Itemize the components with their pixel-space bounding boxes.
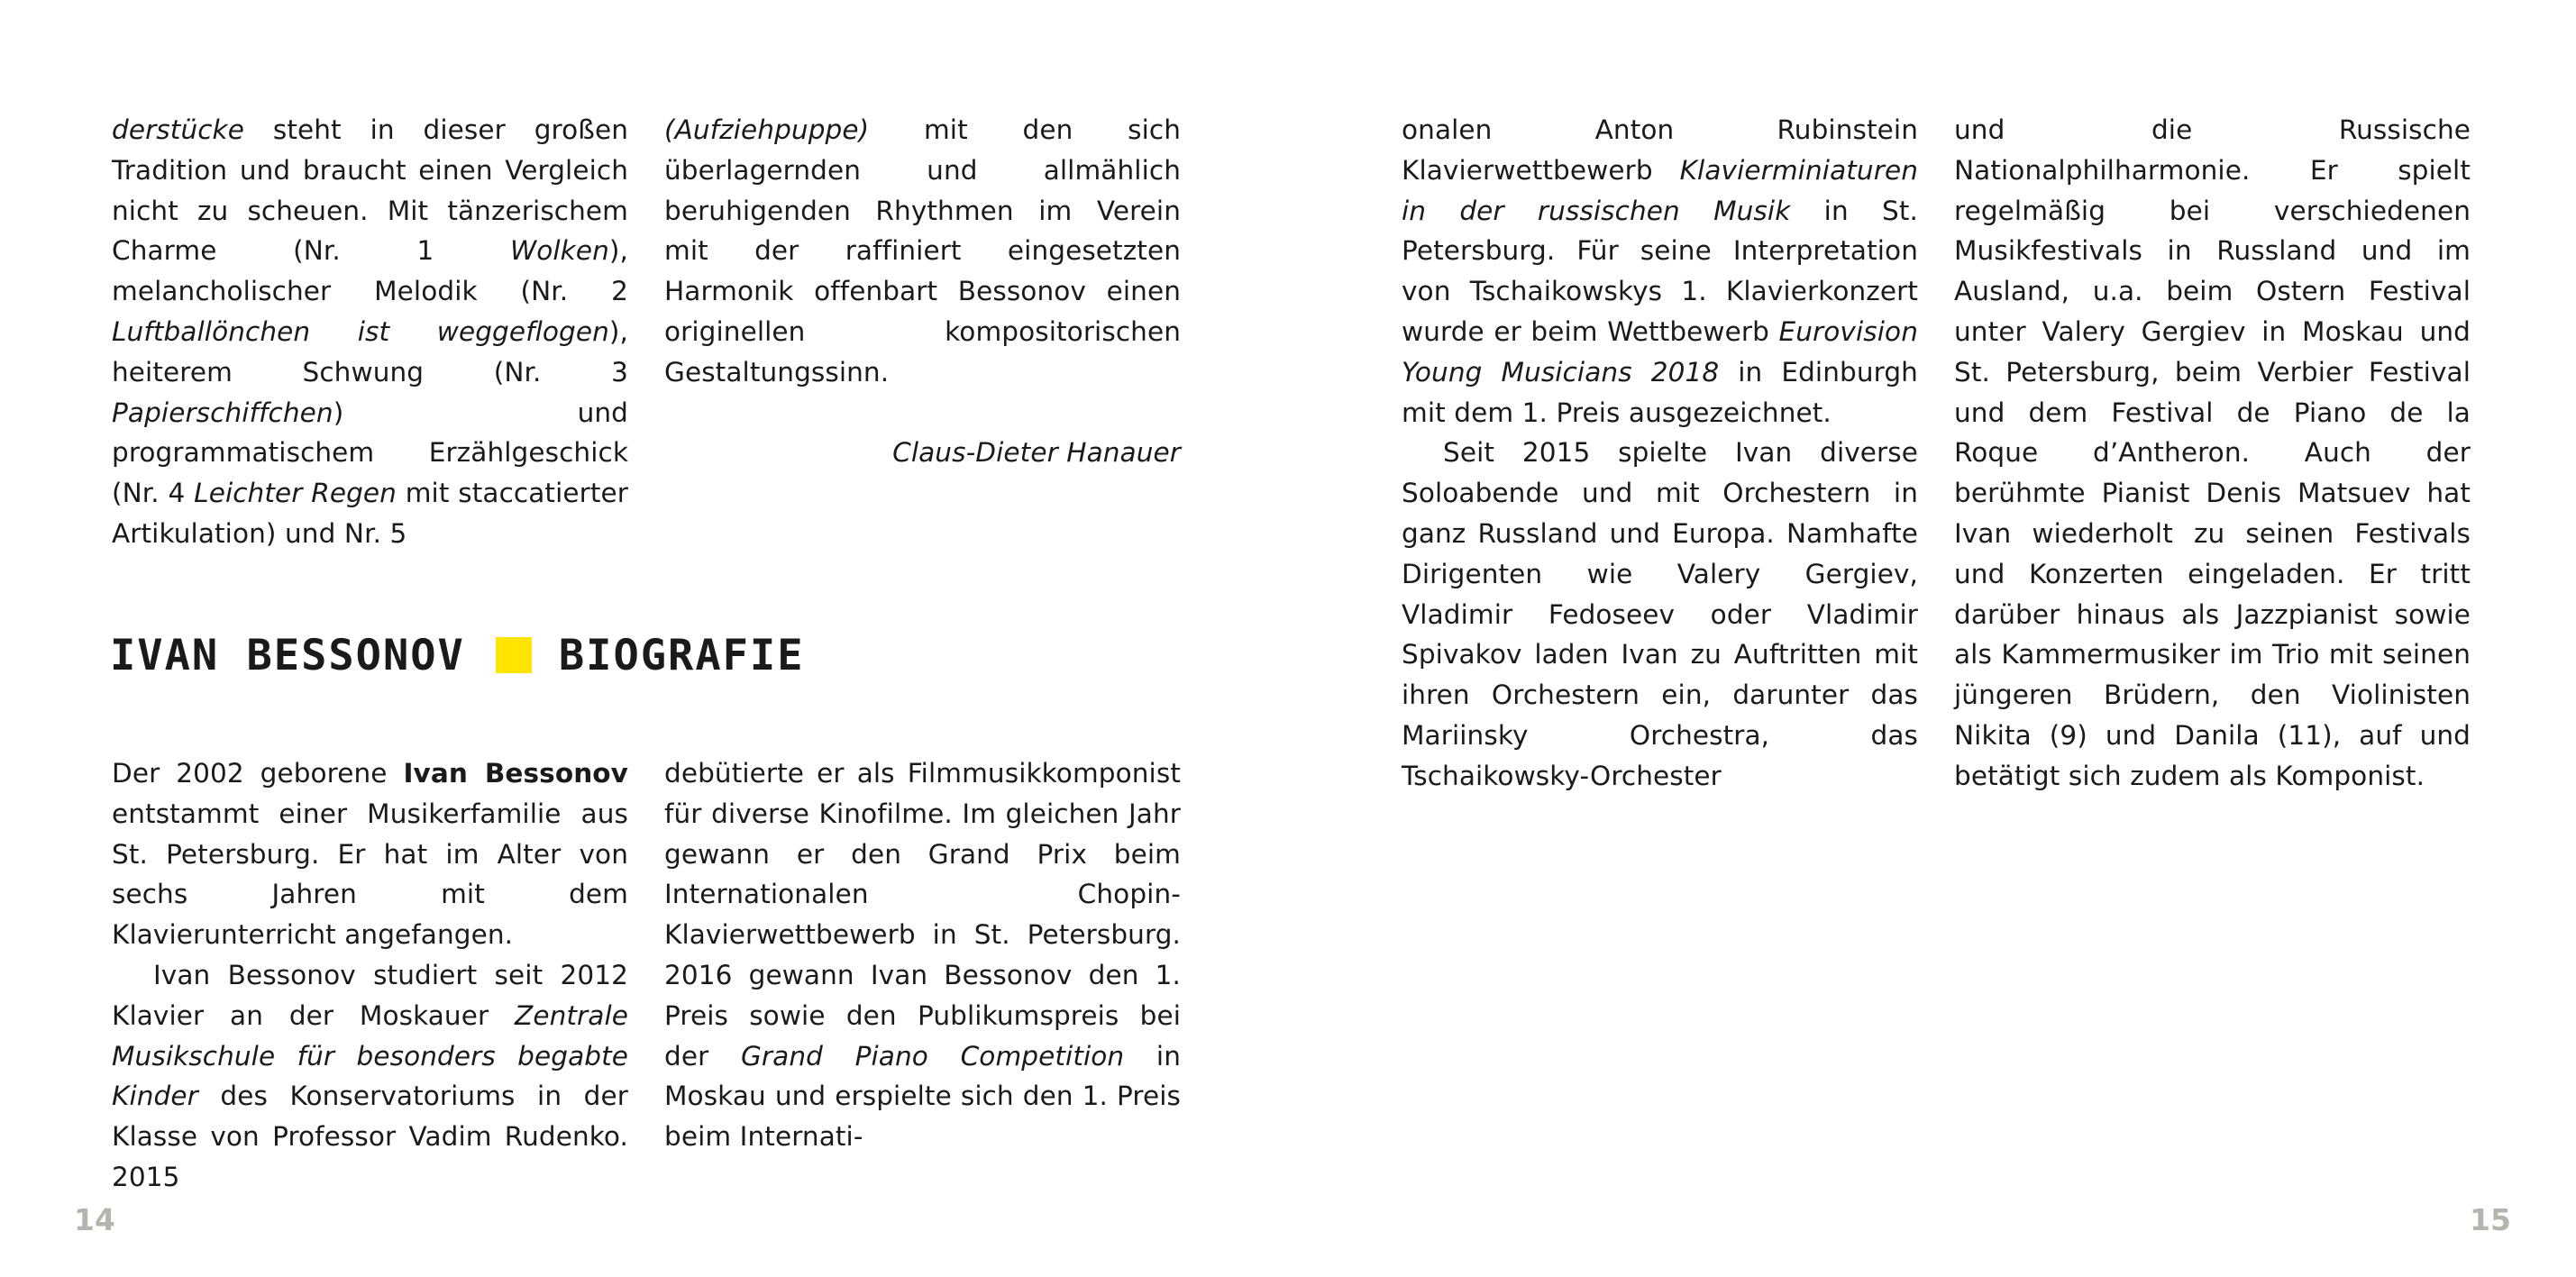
text-run: ), melancholischer Melodik (Nr. 2	[112, 235, 628, 307]
paragraph	[1402, 110, 1918, 433]
italic-text: Zentrale Musikschule für besonders begabte Kinder	[112, 999, 628, 1112]
paragraph	[664, 110, 1181, 393]
text-column-2	[664, 110, 1181, 473]
text-column-5	[1402, 110, 1918, 797]
text-column-3	[112, 753, 628, 1198]
text-run: ), heiterem Schwung (Nr. 3	[112, 315, 628, 388]
italic-text: Eurovision Young Musicians 2018	[1402, 315, 1918, 388]
yellow-square-icon	[496, 637, 532, 673]
italic-text: Leichter Regen	[194, 478, 397, 509]
text-run: mit den sich überlagernden und allmählich beruhigenden Rhythmen im Verein mit der raffiniert eingesetzten Harmonik offenbart Bessonov einen originellen kompositorischen Gestaltungssinn.	[664, 114, 1181, 388]
italic-text: Papierschiffchen	[112, 397, 333, 428]
italic-text: (Aufziehpuppe)	[664, 114, 870, 145]
italic-text: Wolken	[509, 235, 609, 267]
page-number-left: 14	[74, 1202, 115, 1237]
text-run: in Edinburgh mit dem 1. Preis ausgezeichnet.	[1402, 356, 1918, 428]
paragraph	[112, 955, 628, 1198]
page-number-right: 15	[2470, 1202, 2511, 1237]
text-column-1	[112, 110, 628, 554]
paragraph	[112, 753, 628, 955]
heading-section-title: BIOGRAFIE	[558, 630, 805, 680]
italic-text: Grand Piano Competition	[740, 1040, 1125, 1072]
text-column-4	[664, 753, 1181, 1157]
text-run: entstammt einer Musikerfamilie aus St. Petersburg. Er hat im Alter von sechs Jahren mit dem Klavierunterricht angefangen.	[112, 798, 628, 951]
bold-text: Ivan Bessonov	[403, 758, 628, 789]
text-run: des Konservatoriums in der Klasse von Professor Vadim Rudenko. 2015	[112, 1081, 628, 1192]
text-run: in St. Petersburg. Für seine Interpretation von Tschaikowskys 1. Klavierkonzert wurde er beim Wettbewerb	[1402, 195, 1918, 347]
text-run: onalen Anton Rubinstein Klavierwettbewerb	[1402, 114, 1918, 186]
italic-text: Luftballönchen ist weggeflogen	[112, 315, 609, 347]
heading-artist-name: IVAN BESSONOV	[110, 630, 465, 680]
paragraph	[1954, 110, 2471, 797]
text-run: ) und programmatischem Erzählgeschick (Nr. 4	[112, 397, 628, 509]
text-run: Der 2002 geborene	[112, 758, 404, 789]
section-heading	[110, 624, 805, 687]
text-run: in Moskau und erspielte sich den 1. Preis beim Internati-	[664, 1040, 1181, 1153]
text-run: Seit 2015 spielte Ivan diverse Soloabende und mit Orchestern in ganz Russland und Europa. Namhafte Dirigenten wie Valery Gergiev, Vladimir Fedoseev oder Vladimir Spivakov laden Ivan zu Auftritten mit ihren Orchestern ein, darunter das Mariinsky Orchestra, das Tschaikowsky-Orchester	[1402, 437, 1918, 791]
text-run: steht in dieser großen Tradition und braucht einen Vergleich nicht zu scheuen. Mit tänzerischem Charme (Nr. 1	[112, 114, 628, 267]
italic-text: Klavierminiaturen in der russischen Musik	[1402, 154, 1918, 226]
author-signature: Claus-Dieter Hanauer	[892, 437, 1181, 469]
paragraph	[664, 753, 1181, 1157]
paragraph	[1402, 433, 1918, 796]
italic-text: derstücke	[112, 114, 244, 145]
paragraph	[112, 110, 628, 554]
text-column-6	[1954, 110, 2471, 797]
text-run: und die Russische Nationalphilharmonie. Er spielt regelmäßig bei verschiedenen Musikfestivals in Russland und im Ausland, u.a. beim Ostern Festival unter Valery Gergiev in Moskau und St. Petersburg, beim Verbier Festival und dem Festival de Piano de la Roque d’Antheron. Auch der berühmte Pianist Denis Matsuev hat Ivan wiederholt zu seinen Festivals und Konzerten eingeladen. Er tritt darüber hinaus als Jazzpianist sowie als Kammermusiker im Trio mit seinen jüngeren Brüdern, den Violinisten Nikita (9) und Danila (11), auf und betätigt sich zudem als Komponist.	[1954, 114, 2471, 791]
text-run: mit staccatierter Artikulation) und Nr. 5	[112, 478, 628, 549]
text-run: debütierte er als Filmmusikkomponist für diverse Kinofilme. Im gleichen Jahr gewann er den Grand Prix beim Internationalen Chopin-Klavierwettbewerb in St. Petersburg. 2016 gewann Ivan Bessonov den 1. Preis sowie den Publikumspreis bei der	[664, 758, 1181, 1072]
text-run: Ivan Bessonov studiert seit 2012 Klavier an der Moskauer	[112, 959, 628, 1031]
